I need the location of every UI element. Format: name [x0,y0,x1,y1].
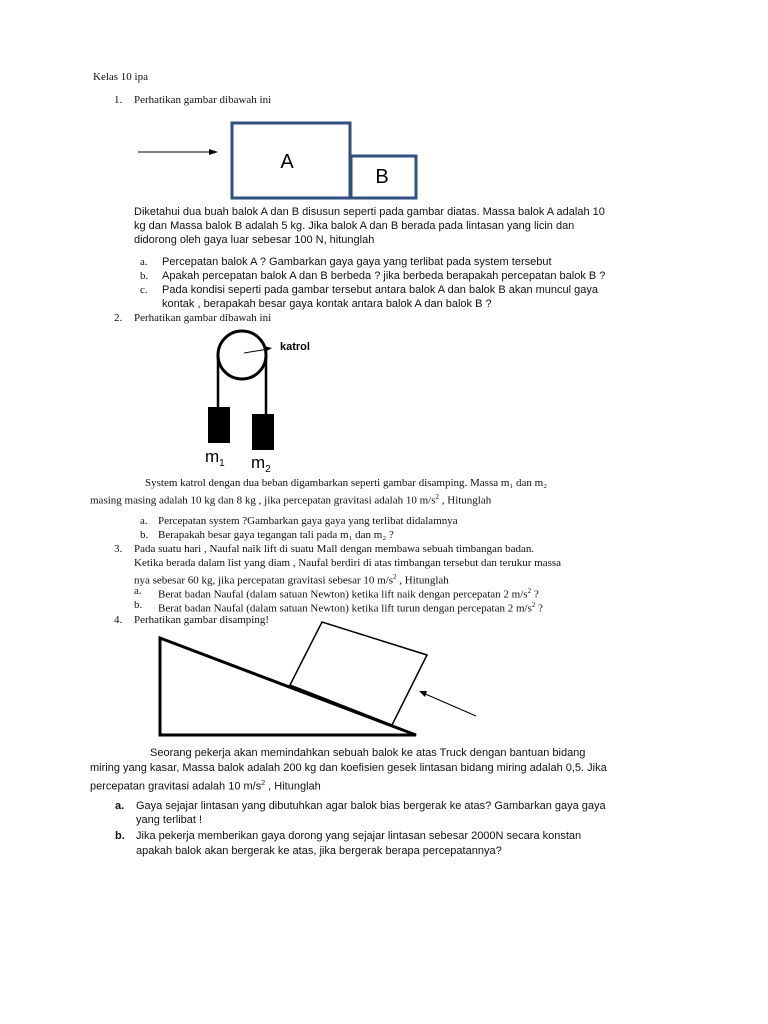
q4-item-b-text-2: apakah balok akan bergerak ke atas, jika bergerak berapa percepatannya? [136,845,502,857]
incline-block [290,622,427,725]
q3-item-a-text: Berat badan Naufal (dalam satuan Newton) ketika lift naik dengan percepatan 2 $m/s^2$ ? [158,587,539,601]
q4-push-arrow-line [423,693,476,716]
q4-prompt: Perhatikan gambar disamping! [134,614,270,626]
q2-text-line-2: masing masing adalah 10 kg dan 8 kg , jika percepatan gravitasi adalah 10 $m/s^2$ , Hitunglah [90,493,492,507]
q1-number: 1. [114,94,123,106]
q4-number: 4. [114,614,123,626]
q2-item-a-letter: a. [140,515,148,527]
m1-label: m [205,447,220,466]
q4-item-a-letter: a. [115,800,125,812]
block-b-label: B [375,166,389,188]
q4-item-a-text-2: yang terlibat ! [136,814,203,826]
q1-prompt: Perhatikan gambar dibawah ini [134,94,272,106]
q3-line-2: Ketika berada dalam list yang diam , Naufal berdiri di atas timbangan tersebut dan terukur massa [134,557,562,569]
q1-item-a-text: Percepatan balok A ? Gambarkan gaya gaya yang terlibat pada system tersebut [162,256,552,268]
m1-subscript: 1 [219,458,225,469]
q2-item-a-text: Percepatan system ?Gambarkan gaya gaya yang terlibat didalamnya [158,515,458,527]
m2-subscript: 2 [265,464,271,475]
q3-line-1: Pada suatu hari , Naufal naik lift di suatu Mall dengan membawa sebuah timbangan badan. [134,543,535,555]
q1-item-c-text-2: kontak , berapakah besar gaya kontak antara balok A dan balok B ? [162,298,492,310]
q4-text-line-3: percepatan gravitasi adalah 10 $m/s^2$ , Hitunglah [90,780,321,793]
q1-item-c-letter: c. [140,284,148,296]
q1-text-line-1: Diketahui dua buah balok A dan B disusun seperti pada gambar diatas. Massa balok A adalah 10 [134,206,605,218]
q2-item-b-text: Berapakah besar gaya tegangan tali pada m₁ dan m₂ ? [158,529,394,541]
q4-item-b-letter: b. [115,830,125,842]
q3-line-3: nya sebesar 60 kg, jika percepatan gravitasi sebesar 10 $m/s^2$ , Hitunglah [134,573,449,587]
inclined-plane [160,638,416,735]
q4-text-line-2: miring yang kasar, Massa balok adalah 200 kg dan koefisien gesek lintasan bidang miring adalah 0,5. Jika [90,762,607,774]
q3-item-a-letter: a. [134,585,142,597]
q2-item-b-letter: b. [140,529,149,541]
katrol-label: katrol [280,341,310,353]
q3-item-b-letter: b. [134,599,143,611]
q1-text-line-3: didorong oleh gaya luar sebesar 100 N, hitunglah [134,234,375,246]
q1-item-b-text: Apakah percepatan balok A dan B berbeda ? jika berbeda berapakah percepatan balok B ? [162,270,606,282]
q4-item-b-text-1: Jika pekerja memberikan gaya dorong yang sejajar lintasan sebesar 2000N secara konstan [136,830,582,842]
q2-prompt: Perhatikan gambar dibawah ini [134,312,272,324]
block-a-label: A [280,151,294,173]
q4-push-arrow-head [419,691,427,697]
q3-number: 3. [114,543,123,555]
m2-label: m [251,453,266,472]
q2-text-line-1: System katrol dengan dua beban digambarkan seperti gambar disamping. Massa m₁ dan m₂ [145,477,548,489]
q3-item-b-text: Berat badan Naufal (dalam satuan Newton) ketika lift turun dengan percepatan 2 $m/s^2$ ? [158,601,544,615]
q1-item-c-text-1: Pada kondisi seperti pada gambar tersebut antara balok A dan balok B akan muncul gaya [162,284,599,296]
class-label: Kelas 10 ipa [93,71,148,83]
q1-item-b-letter: b. [140,270,149,282]
q4-text-line-1: Seorang pekerja akan memindahkan sebuah balok ke atas Truck dengan bantuan bidang [150,747,586,759]
q4-item-a-text-1: Gaya sejajar lintasan yang dibutuhkan agar balok bias bergerak ke atas? Gambarkan gaya gaya [136,800,606,812]
q1-text-line-2: kg dan Massa balok B adalah 5 kg. Jika balok A dan B berada pada lintasan yang licin dan [134,220,575,232]
q2-number: 2. [114,312,123,324]
q1-item-a-letter: a. [140,256,148,268]
